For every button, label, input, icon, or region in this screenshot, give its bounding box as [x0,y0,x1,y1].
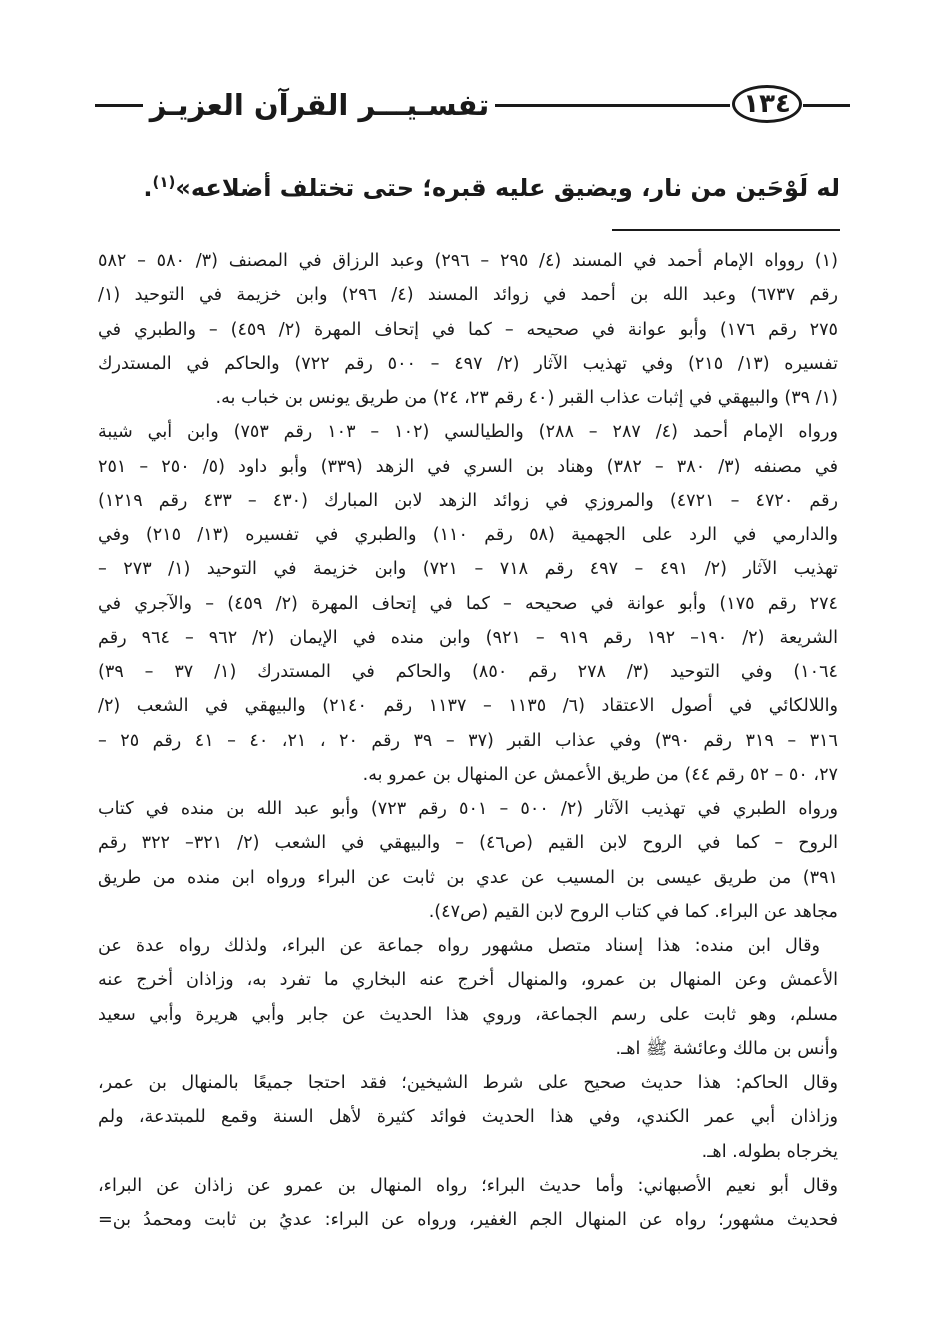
header-rule-left [95,104,143,107]
footnote-line: ورواه الطبري في تهذيب الآثار (٢/ ٥٠٠ – ٥٠١ رقم ٧٢٣) وأبو عبد الله بن منده في كتاب [98,799,838,819]
footnote-line: وأنس بن مالك وعائشة ﷺ اهـ. [615,1038,838,1059]
footnote-line: مسلم، وهو ثابت على رسم الجماعة، وروي هذا الحديث عن جابر وأبي هريرة وأبي سعيد [98,1004,838,1025]
page-header [95,85,830,125]
footnote-line: ٢٧، ٥٠ – ٥٢ رقم ٤٤) من طريق الأعمش عن المنهال بن عمرو به. [362,764,838,785]
footnote-line: واللالكائي في أصول الاعتقاد (٦/ ١١٣٥ – ١١٣٧ رقم ٢١٤٠) والبيهقي في الشعب (٢/ [98,696,838,717]
footnote-separator [612,229,840,231]
page-number-badge: ١٣٤ [732,85,802,123]
footnote [98,244,838,1237]
footnote-line: ورواه الإمام أحمد (٤/ ٢٨٧ – ٢٨٨) والطيالسي (١٠٢ – ١٠٣ رقم ٧٥٣) وابن أبي شيبة [98,422,838,443]
main-text-end: . [143,174,153,202]
footnote-line: تفسيره (١٣/ ٢١٥) وفي تهذيب الآثار (٢/ ٤٩٧ – ٥٠٠ رقم ٧٢٢) والحاكم في المستدرك [98,353,838,374]
footnote-line: ٢٧٤ رقم ١٧٥) وأبو عوانة في صحيحه – كما في إتحاف المهرة (٢/ ٤٥٩) – والآجري في [98,593,838,614]
footnote-line: في مصنفه (٣/ ٣٨٠ – ٣٨٢) وهناد بن السري في الزهد (٣٣٩) وأبو داود (٥/ ٢٥٠ – ٢٥١ [98,456,838,477]
footnote-line: ٣١٦ – ٣١٩ رقم ٣٩٠) وفي عذاب القبر (٣٧ – ٣٩ رقم ٢٠ ، ٢١، ٤٠ – ٤١ رقم ٢٥ – [98,730,838,751]
footnote-line: فحديث مشهور؛ رواه عن المنهال الجم الغفير، ورواه عن البراء: عديُ بن ثابت ومحمدُ بن= [98,1210,838,1230]
running-title: تفسـيـــر القرآن العزيـز [149,88,490,122]
footnote-marker: (١) [152,173,176,191]
main-text [143,160,840,210]
footnote-line: وقال ابن منده: هذا إسناد متصل مشهور رواه جماعة عن البراء، ولذلك رواه عدة عن [98,936,820,956]
footnote-line: الأعمش وعن المنهال بن عمرو، والمنهال أخرج عنه البخاري ما تفرد به، وزاذان أخرج عنه [98,970,838,991]
footnote-line: (١/ ٣٩) والبيهقي في إثبات عذاب القبر (٤٠ رقم ٢٣، ٢٤) من طريق يونس بن خباب به. [215,388,838,408]
footnote-line: الروح – كما في الروح لابن القيم (ص٤٦) – والبيهقي في الشعب (٢/ ٣٢١– ٣٢٢ رقم [98,833,838,854]
footnote-line: مجاهد عن البراء. كما في كتاب الروح لابن القيم (ص٤٧). [428,901,838,922]
footnote-line: رقم ٤٧٢٠ – ٤٧٢١) والمروزي في زوائد الزهد لابن المبارك (٤٣٠ – ٤٣٣ رقم ١٢١٩) [98,490,838,511]
footnote-line: وقال الحاكم: هذا حديث صحيح على شرط الشيخين؛ فقد احتجا جميعًا بالمنهال بن عمر، [98,1073,838,1093]
footnote-line: الشريعة (٢/ ١٩٠– ١٩٢ رقم ٩١٩ – ٩٢١) وابن منده في الإيمان (٢/ ٩٦٢ – ٩٦٤ رقم [98,627,838,648]
footnote-line: والدارمي في الرد على الجهمية (٥٨ رقم ١١٠) والطبري في تفسيره (١٣/ ٢١٥) وفي [98,525,838,545]
footnote-line: ٢٧٥ رقم ١٧٦) وأبو عوانة في صحيحه – كما في إتحاف المهرة (٢/ ٤٥٩) – والطبري في [98,319,838,340]
footnote-line: (١) روواه الإمام أحمد في المسند (٤/ ٢٩٥ – ٢٩٦) وعبد الرزاق في المصنف (٣/ ٥٨٠ – ٥٨٢ [98,251,838,271]
footnote-line: رقم ٦٧٣٧) وعبد الله بن أحمد في زوائد المسند (٤/ ٢٩٦) وابن خزيمة في التوحيد (١/ [98,285,838,306]
header-rule-middle [495,104,730,107]
footnote-line: يخرجاه بطوله. اهـ. [701,1141,838,1162]
footnote-line: وزاذان أبي عمر الكندي، وفي هذا الحديث فوائد كثيرة لأهل السنة وقمع للمبتدعة، ولم [98,1107,838,1128]
footnote-line: وقال أبو نعيم الأصبهاني: وأما حديث البراء؛ رواه المنهال بن عمرو عن زاذان عن البراء، [98,1175,838,1196]
header-rule-right [803,104,850,107]
main-text-body: له لَوْحَين من نار، ويضيق عليه قبره؛ حتى تختلف أضلاعه» [175,174,840,202]
footnote-line: تهذيب الآثار (٢/ ٤٩١ – ٤٩٧ رقم ٧١٨ – ٧٢١) وابن خزيمة في التوحيد (١/ ٢٧٣ – [98,559,838,580]
footnote-number: (١) [814,251,838,271]
footnote-line: ١٠٦٤) وفي التوحيد (٣/ ٢٧٨ رقم ٨٥٠) والحاكم في المستدرك (١/ ٣٧ – ٣٩) [98,662,838,682]
footnote-line: ٣٩١) من طريق عيسى بن المسيب عن عدي بن ثابت عن البراء ورواه ابن منده من طريق [98,867,838,888]
